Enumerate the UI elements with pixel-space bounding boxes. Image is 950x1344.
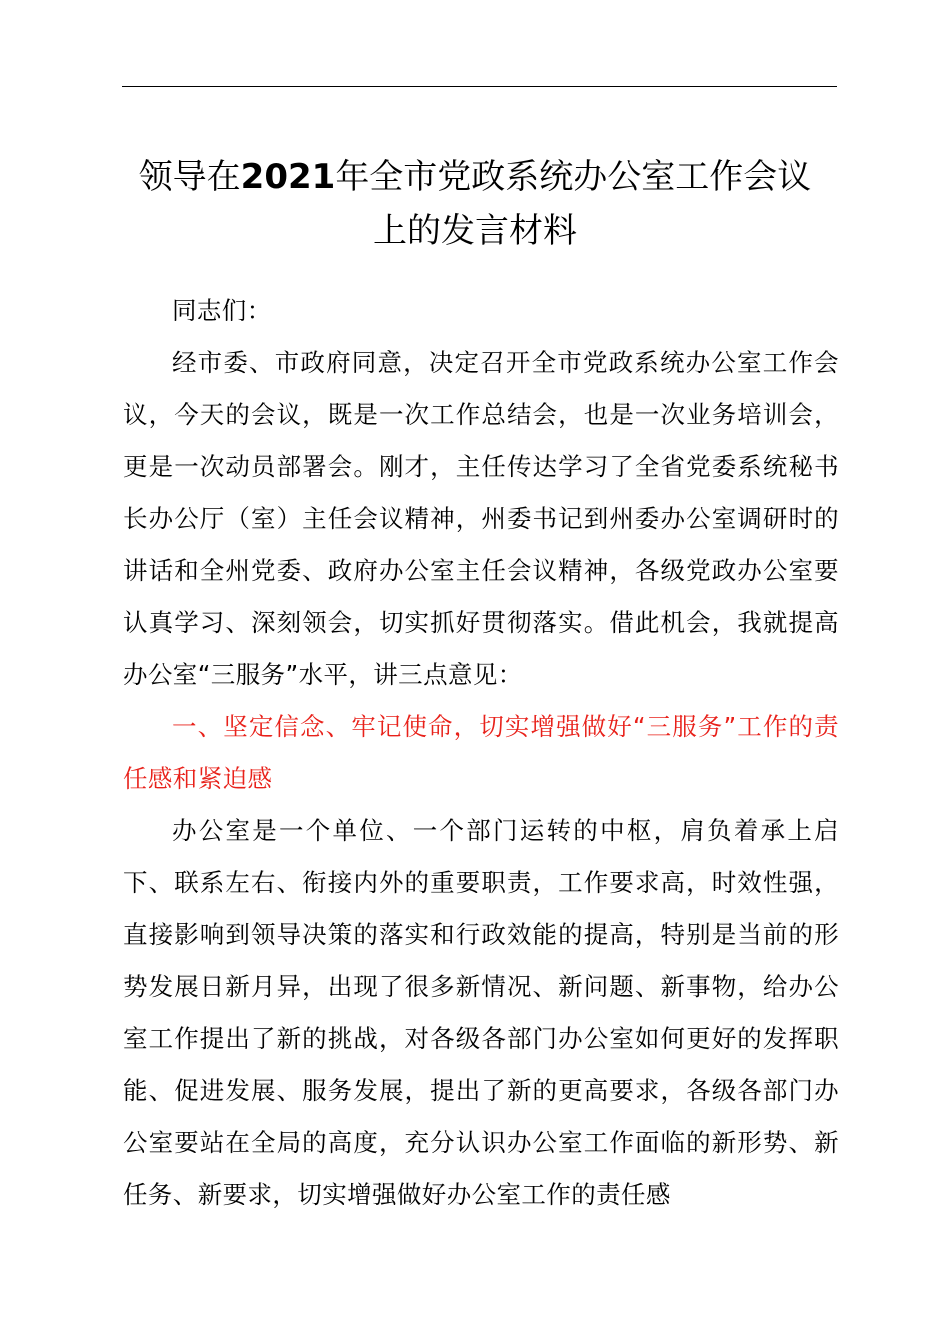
paragraph-section-1: 办公室是一个单位、一个部门运转的中枢，肩负着承上启下、联系左右、衔接内外的重要职责，工作要求高，时效性强，直接影响到领导决策的落实和行政效能的提高，特别是当前的形势发展日新月异，出现了很多新情况、新问题、新事物，给办公室工作提出了新的挑战，对各级各部门办公室如何更好的发挥职能、促进发展、服务发展，提出了新的更高要求，各级各部门办公室要站在全局的高度，充分认识办公室工作面临的新形势、新任务、新要求，切实增强做好办公室工作的责任感	[123, 816, 839, 1209]
title-year: 2021	[240, 157, 336, 197]
document-body	[123, 285, 839, 1221]
header-rule	[122, 86, 837, 87]
paragraph-intro: 经市委、市政府同意，决定召开全市党政系统办公室工作会议，今天的会议，既是一次工作总结会，也是一次业务培训会，更是一次动员部署会。刚才，主任传达学习了全省党委系统秘书长办公厅（室）主任会议精神，州委书记到州委办公室调研时的讲话和全州党委、政府办公室主任会议精神，各级党政办公室要认真学习、深刻领会，切实抓好贯彻落实。借此机会，我就提高办公室“三服务”水平，讲三点意见：	[123, 348, 839, 689]
title-line-2: 上的发言材料	[373, 211, 577, 251]
document-title	[100, 150, 850, 258]
title-suffix: 年全市党政系统办公室工作会议	[335, 157, 812, 197]
title-line-1	[100, 150, 850, 204]
salutation: 同志们：	[172, 296, 272, 325]
section-heading-1: 一、坚定信念、牢记使命，切实增强做好“三服务”工作的责任感和紧迫感	[123, 712, 839, 793]
title-prefix: 领导在	[138, 157, 241, 197]
